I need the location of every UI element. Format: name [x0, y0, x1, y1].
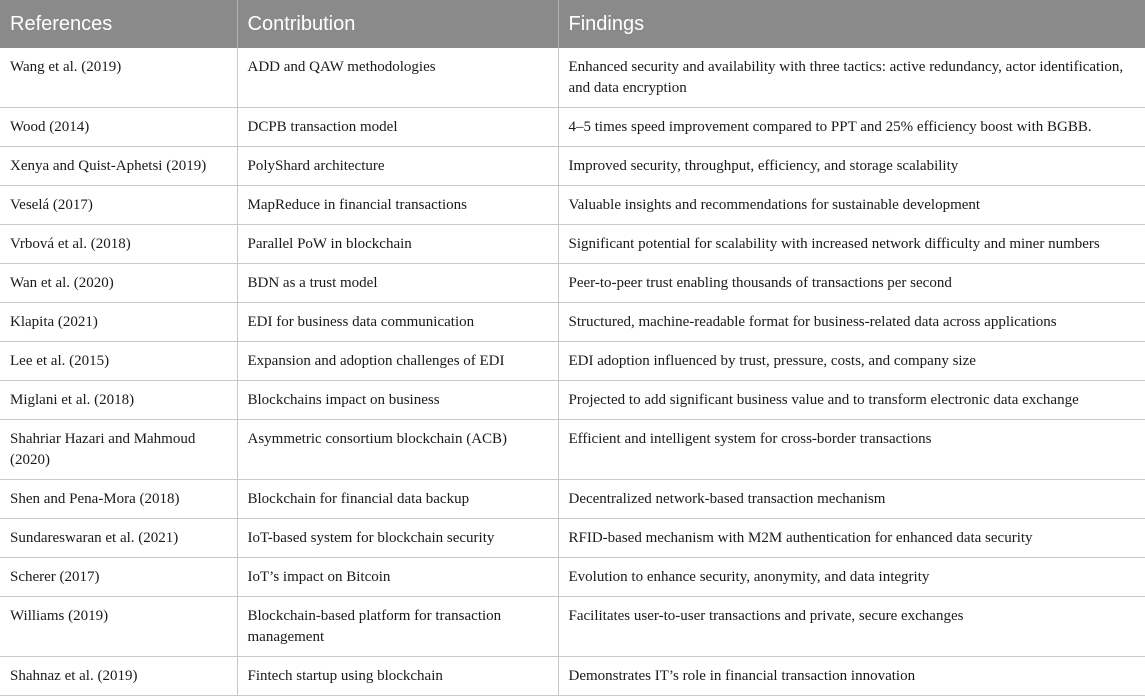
table-row [0, 108, 1145, 147]
cell-reference: Vrbová et al. (2018) [0, 225, 237, 264]
header-contribution: Contribution [237, 0, 558, 48]
cell-reference: Shahnaz et al. (2019) [0, 657, 237, 696]
cell-findings: Evolution to enhance security, anonymity, and data integrity [558, 558, 1145, 597]
cell-contribution: EDI for business data communication [237, 303, 558, 342]
cell-findings: Structured, machine-readable format for business-related data across applications [558, 303, 1145, 342]
table-row [0, 225, 1145, 264]
cell-findings: RFID-based mechanism with M2M authentication for enhanced data security [558, 519, 1145, 558]
table-row [0, 147, 1145, 186]
cell-findings: Enhanced security and availability with three tactics: active redundancy, actor identification, and data encryption [558, 48, 1145, 108]
cell-contribution: Asymmetric consortium blockchain (ACB) [237, 420, 558, 480]
cell-reference: Williams (2019) [0, 597, 237, 657]
cell-contribution: Parallel PoW in blockchain [237, 225, 558, 264]
table-row [0, 186, 1145, 225]
cell-findings: Efficient and intelligent system for cross-border transactions [558, 420, 1145, 480]
cell-contribution: DCPB transaction model [237, 108, 558, 147]
header-row [0, 0, 1145, 48]
cell-findings: 4–5 times speed improvement compared to PPT and 25% efficiency boost with BGBB. [558, 108, 1145, 147]
cell-reference: Klapita (2021) [0, 303, 237, 342]
cell-findings: Facilitates user-to-user transactions and private, secure exchanges [558, 597, 1145, 657]
table-row [0, 558, 1145, 597]
cell-reference: Miglani et al. (2018) [0, 381, 237, 420]
cell-contribution: Expansion and adoption challenges of EDI [237, 342, 558, 381]
cell-findings: Projected to add significant business value and to transform electronic data exchange [558, 381, 1145, 420]
table-body [0, 48, 1145, 696]
cell-contribution: Blockchain-based platform for transaction management [237, 597, 558, 657]
cell-contribution: IoT-based system for blockchain security [237, 519, 558, 558]
cell-contribution: IoT’s impact on Bitcoin [237, 558, 558, 597]
cell-findings: Decentralized network-based transaction mechanism [558, 480, 1145, 519]
cell-reference: Lee et al. (2015) [0, 342, 237, 381]
cell-reference: Veselá (2017) [0, 186, 237, 225]
cell-contribution: Blockchains impact on business [237, 381, 558, 420]
header-references: References [0, 0, 237, 48]
cell-reference: Shahriar Hazari and Mahmoud (2020) [0, 420, 237, 480]
cell-reference: Shen and Pena-Mora (2018) [0, 480, 237, 519]
table-header [0, 0, 1145, 48]
cell-contribution: Blockchain for financial data backup [237, 480, 558, 519]
table-row [0, 381, 1145, 420]
cell-findings: Valuable insights and recommendations for sustainable development [558, 186, 1145, 225]
table-row [0, 420, 1145, 480]
table-row [0, 342, 1145, 381]
cell-reference: Xenya and Quist-Aphetsi (2019) [0, 147, 237, 186]
cell-reference: Sundareswaran et al. (2021) [0, 519, 237, 558]
cell-contribution: Fintech startup using blockchain [237, 657, 558, 696]
cell-findings: EDI adoption influenced by trust, pressure, costs, and company size [558, 342, 1145, 381]
cell-findings: Demonstrates IT’s role in financial transaction innovation [558, 657, 1145, 696]
cell-findings: Peer-to-peer trust enabling thousands of transactions per second [558, 264, 1145, 303]
cell-findings: Significant potential for scalability with increased network difficulty and miner numbers [558, 225, 1145, 264]
table-row [0, 519, 1145, 558]
table-row [0, 597, 1145, 657]
table-row [0, 480, 1145, 519]
cell-findings: Improved security, throughput, efficiency, and storage scalability [558, 147, 1145, 186]
cell-reference: Wang et al. (2019) [0, 48, 237, 108]
cell-contribution: MapReduce in financial transactions [237, 186, 558, 225]
cell-contribution: PolyShard architecture [237, 147, 558, 186]
table-row [0, 264, 1145, 303]
table-row [0, 303, 1145, 342]
table-row [0, 657, 1145, 696]
cell-reference: Scherer (2017) [0, 558, 237, 597]
table-row [0, 48, 1145, 108]
header-findings: Findings [558, 0, 1145, 48]
cell-contribution: BDN as a trust model [237, 264, 558, 303]
cell-reference: Wood (2014) [0, 108, 237, 147]
cell-contribution: ADD and QAW methodologies [237, 48, 558, 108]
cell-reference: Wan et al. (2020) [0, 264, 237, 303]
